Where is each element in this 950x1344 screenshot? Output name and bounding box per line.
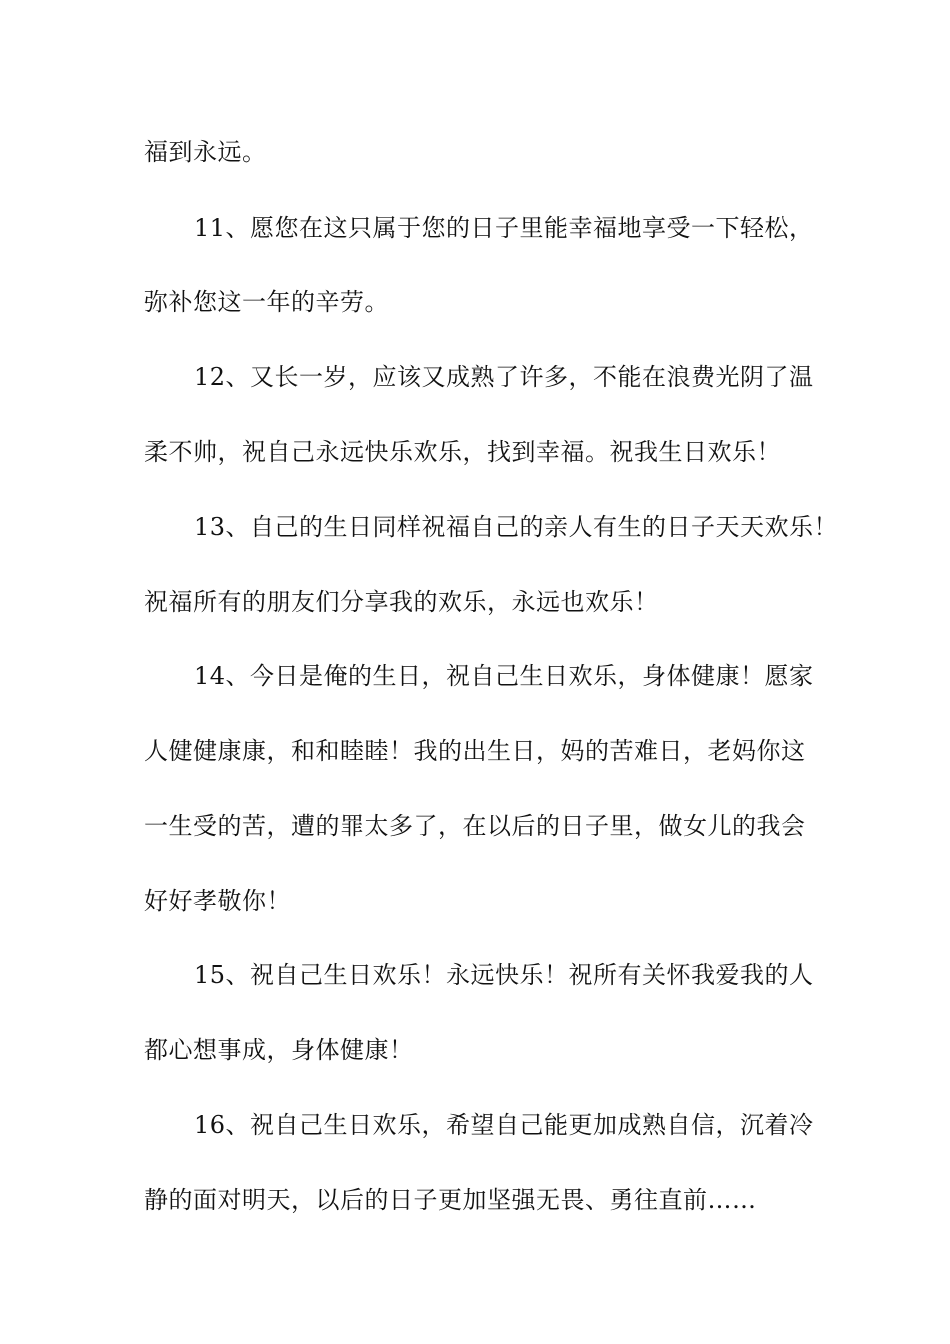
text-line-1: 福到永远。 bbox=[144, 138, 267, 166]
text-line-6: 13、自己的生日同样祝福自己的亲人有生的日子天天欢乐！ bbox=[194, 513, 839, 541]
text-line-10: 一生受的苦，遭的罪太多了，在以后的日子里，做女儿的我会 bbox=[144, 812, 806, 840]
text-line-14: 16、祝自己生日欢乐，希望自己能更加成熟自信，沉着冷 bbox=[194, 1111, 814, 1139]
text-line-7: 祝福所有的朋友们分享我的欢乐，永远也欢乐！ bbox=[144, 588, 659, 616]
text-line-9: 人健健康康，和和睦睦！我的出生日，妈的苦难日，老妈你这 bbox=[144, 737, 806, 765]
text-line-5: 柔不帅，祝自己永远快乐欢乐，找到幸福。祝我生日欢乐！ bbox=[144, 438, 781, 466]
text-line-8: 14、今日是俺的生日，祝自己生日欢乐，身体健康！愿家 bbox=[194, 662, 814, 690]
text-line-13: 都心想事成，身体健康！ bbox=[144, 1036, 414, 1064]
text-line-11: 好好孝敬你！ bbox=[144, 887, 291, 915]
text-line-4: 12、又长一岁，应该又成熟了许多，不能在浪费光阴了温 bbox=[194, 363, 814, 391]
text-line-2: 11、愿您在这只属于您的日子里能幸福地享受一下轻松， bbox=[194, 214, 814, 242]
text-line-3: 弥补您这一年的辛劳。 bbox=[144, 288, 389, 316]
text-line-15: 静的面对明天，以后的日子更加坚强无畏、勇往直前…… bbox=[144, 1186, 757, 1214]
text-line-12: 15、祝自己生日欢乐！永远快乐！祝所有关怀我爱我的人 bbox=[194, 961, 814, 989]
